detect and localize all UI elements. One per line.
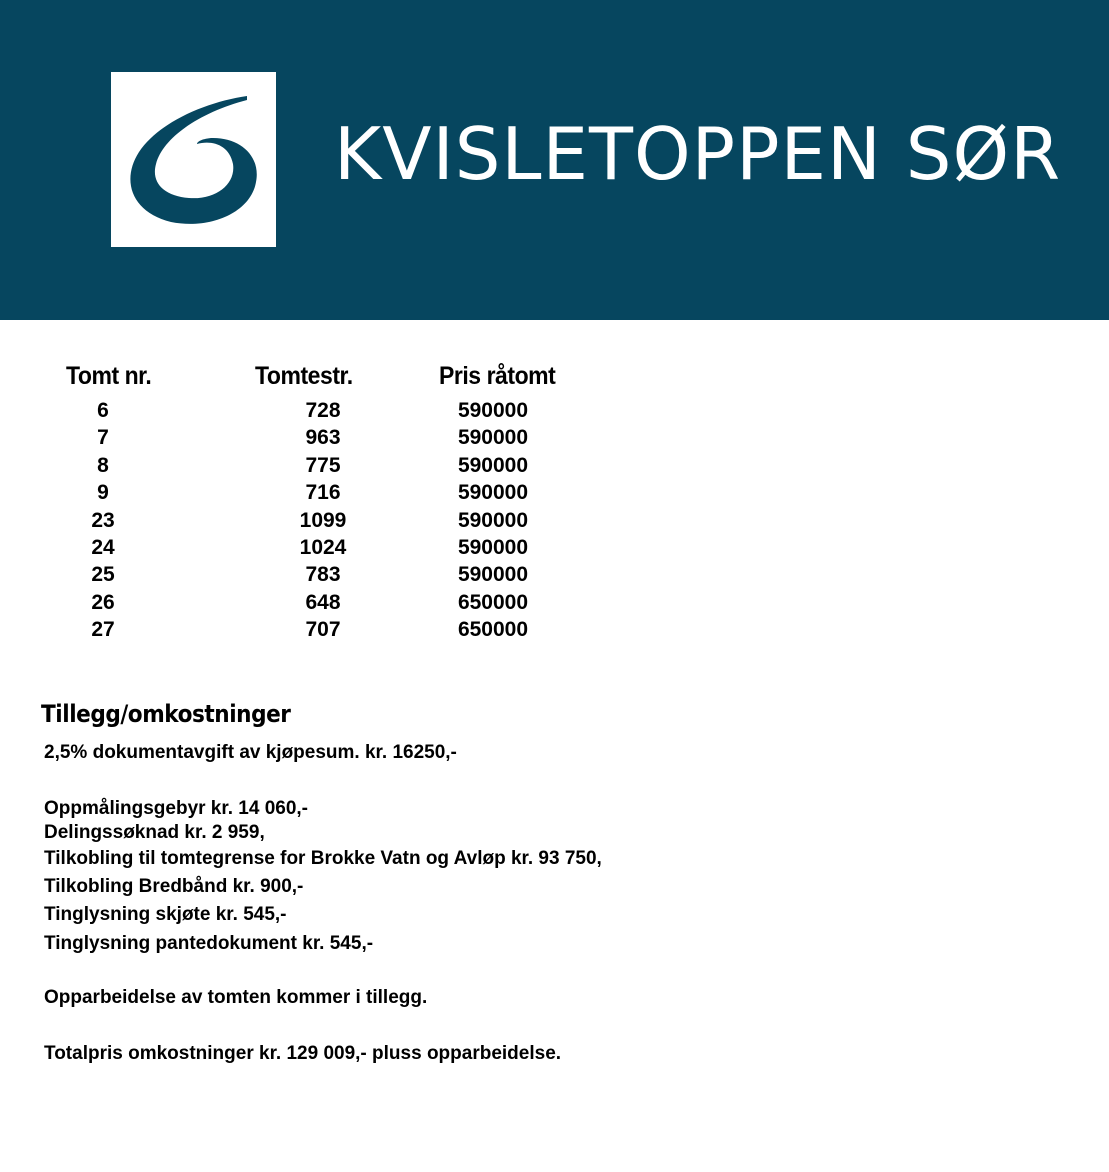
plot-size: 648 xyxy=(305,590,341,614)
cost-line: 2,5% dokumentavgift av kjøpesum. kr. 16250,- xyxy=(44,742,457,763)
plot-number: 26 xyxy=(91,590,115,614)
table-row xyxy=(0,399,700,426)
plot-size: 783 xyxy=(305,563,341,587)
plot-price: 590000 xyxy=(457,426,529,450)
plot-price: 650000 xyxy=(457,618,529,642)
plot-size: 1099 xyxy=(299,508,347,532)
plot-number: 24 xyxy=(91,536,115,559)
plot-price: 590000 xyxy=(457,563,529,587)
plot-price: 650000 xyxy=(457,590,529,614)
cost-line: Tilkobling til tomtegrense for Brokke Vatn og Avløp kr. 93 750, xyxy=(44,848,602,869)
plot-price: 590000 xyxy=(457,508,529,532)
plot-number: 23 xyxy=(91,508,115,532)
plot-number: 6 xyxy=(97,399,109,422)
development-note: Opparbeidelse av tomten kommer i tillegg. xyxy=(44,987,428,1008)
plot-size: 775 xyxy=(305,453,341,477)
logo-icon xyxy=(111,72,276,247)
header-banner xyxy=(0,0,1109,320)
column-header-price: Pris råtomt xyxy=(439,362,556,390)
table-row xyxy=(0,454,700,481)
plot-price: 590000 xyxy=(457,536,529,559)
cost-line: Delingssøknad kr. 2 959, xyxy=(44,822,265,843)
total-costs: Totalpris omkostninger kr. 129 009,- pluss opparbeidelse. xyxy=(44,1043,562,1064)
table-row xyxy=(0,426,700,453)
plot-number: 27 xyxy=(91,618,115,642)
plot-number: 7 xyxy=(97,426,109,450)
table-row xyxy=(0,509,700,536)
plot-number: 9 xyxy=(97,481,109,505)
cost-line: Tilkobling Bredbånd kr. 900,- xyxy=(44,876,304,897)
table-row xyxy=(0,591,700,618)
cost-line: Oppmålingsgebyr kr. 14 060,- xyxy=(44,798,308,819)
table-row xyxy=(0,536,700,563)
costs-heading: Tillegg/omkostninger xyxy=(41,700,291,728)
table-row xyxy=(0,618,700,645)
plot-size: 963 xyxy=(305,426,341,450)
column-header-plot-size: Tomtestr. xyxy=(255,362,353,390)
table-row xyxy=(0,481,700,508)
plot-number: 25 xyxy=(91,563,115,587)
plot-price: 590000 xyxy=(457,453,529,477)
cost-line: Tinglysning skjøte kr. 545,- xyxy=(44,904,287,925)
plot-price: 590000 xyxy=(457,481,529,505)
plot-size: 707 xyxy=(305,618,341,642)
plot-price: 590000 xyxy=(457,399,529,422)
page-title: KVISLETOPPEN SØR xyxy=(334,112,1062,196)
plot-size: 716 xyxy=(305,481,341,505)
table-row xyxy=(0,563,700,590)
cost-line: Tinglysning pantedokument kr. 545,- xyxy=(44,933,374,954)
plot-number: 8 xyxy=(97,453,109,477)
plot-size: 728 xyxy=(305,399,341,422)
plot-size: 1024 xyxy=(299,536,347,559)
column-header-plot-number: Tomt nr. xyxy=(66,362,152,390)
